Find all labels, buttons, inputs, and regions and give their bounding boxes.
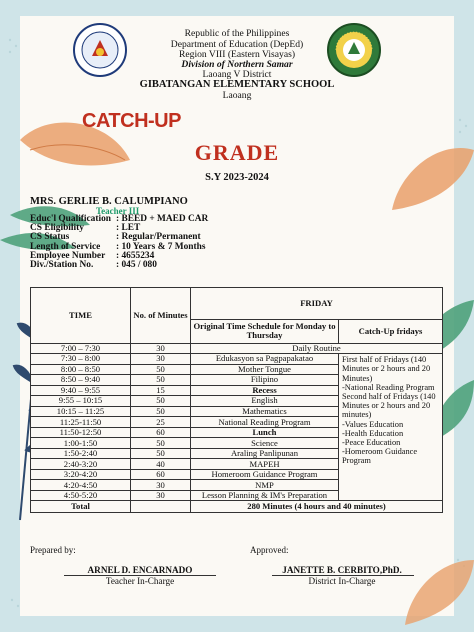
subject-cell: Lesson Planning & IM's Preparation (191, 490, 339, 501)
prepared-label: Prepared by: (30, 545, 76, 555)
catchup-line: -Health Education (342, 428, 404, 438)
catchup-line: -National Reading Program (342, 382, 435, 392)
minutes-cell: 15 (131, 385, 191, 396)
preparer-name: ARNEL D. ENCARNADO (87, 565, 193, 575)
catchup-line: -Peace Education (342, 438, 401, 447)
info-label: Employee Number (30, 250, 106, 261)
subject-cell: Recess (191, 385, 339, 396)
catchup-title: CATCH-UP (82, 110, 181, 132)
table-header-row (31, 288, 443, 320)
minutes-cell: 25 (131, 417, 191, 428)
subject-cell: Homeroom Guidance Program (191, 469, 339, 480)
header-republic: Republic of the Philippines (184, 28, 290, 39)
minutes-cell: 40 (131, 459, 191, 470)
minutes-cell: 50 (131, 448, 191, 459)
info-value: : Regular/Permanent (116, 232, 201, 243)
header-deped: Department of Education (DepEd) (170, 39, 304, 50)
header-school: GIBATANGAN ELEMENTARY SCHOOL (139, 79, 335, 90)
subject-cell: Lunch (191, 427, 339, 438)
info-label: CS Eligibility (30, 223, 84, 234)
teacher-position: Teacher III (96, 206, 140, 216)
header-division: Division of Northern Samar (181, 59, 293, 70)
schedule-table (30, 287, 443, 513)
minutes-cell: 60 (131, 427, 191, 438)
catchup-line: First half of Fridays (140 Minutes or 2 hours and 20 Minutes) (342, 355, 431, 383)
time-cell: 11:50-12:50 (31, 427, 131, 438)
info-value: : LET (116, 223, 141, 234)
catchup-line: -Homeroom Guidance Program (342, 447, 418, 466)
subject-cell: Mother Tongue (191, 364, 339, 375)
info-value: : 4655234 (116, 250, 155, 261)
subject-cell: English (191, 396, 339, 407)
info-label: CS Status (30, 232, 70, 243)
header-town: Laoang (222, 90, 252, 101)
time-cell: 4:50-5:20 (31, 490, 131, 501)
minutes-cell: 30 (131, 354, 191, 365)
subject-cell: Araling Panlipunan (191, 448, 339, 459)
subject-cell: Daily Routine (191, 343, 443, 354)
col-time: TIME (31, 288, 131, 344)
subject-cell: National Reading Program (191, 417, 339, 428)
minutes-cell: 50 (131, 406, 191, 417)
total-row (31, 501, 443, 513)
info-label: Length of Service (30, 241, 101, 252)
subject-cell: Science (191, 438, 339, 449)
grade-title: GRADE (194, 140, 280, 165)
minutes-cell: 30 (131, 480, 191, 491)
approver-title: District In-Charge (308, 576, 376, 586)
time-cell: 4:20-4:50 (31, 480, 131, 491)
header-region: Region VIII (Eastern Visayas) (178, 49, 296, 60)
teacher-info (30, 215, 208, 270)
time-cell: 2:40-3:20 (31, 459, 131, 470)
table-row (31, 343, 443, 354)
time-cell: 9:40 – 9:55 (31, 385, 131, 396)
time-cell: 10:15 – 11:25 (31, 406, 131, 417)
minutes-cell: 50 (131, 364, 191, 375)
time-cell: 8:50 – 9:40 (31, 375, 131, 386)
total-minutes (131, 501, 191, 513)
time-cell: 1:00-1:50 (31, 438, 131, 449)
info-value: : 045 / 080 (116, 259, 157, 270)
minutes-cell: 30 (131, 490, 191, 501)
minutes-cell: 30 (131, 343, 191, 354)
minutes-cell: 50 (131, 375, 191, 386)
time-cell: 7:00 – 7:30 (31, 343, 131, 354)
time-cell: 7:30 – 8:00 (31, 354, 131, 365)
catchup-line: -Values Education (342, 419, 404, 429)
col-minutes: No. of Minutes (131, 288, 191, 344)
subject-cell: MAPEH (191, 459, 339, 470)
minutes-cell: 50 (131, 438, 191, 449)
col-catchup: Catch-Up fridays (339, 319, 443, 343)
minutes-cell: 50 (131, 396, 191, 407)
time-cell: 8:00 – 8:50 (31, 364, 131, 375)
approved-label: Approved: (250, 545, 289, 555)
info-value: : BEED + MAED CAR (116, 214, 209, 224)
time-cell: 9:55 – 10:15 (31, 396, 131, 407)
school-year: S.Y 2023-2024 (205, 172, 269, 183)
time-cell: 1:50-2:40 (31, 448, 131, 459)
subject-cell: Filipino (191, 375, 339, 386)
subject-cell: NMP (191, 480, 339, 491)
approver-name: JANETTE B. CERBITO,PhD. (282, 565, 402, 575)
time-cell: 11:25-11:50 (31, 417, 131, 428)
col-original: Original Time Schedule for Monday to Thursday (191, 319, 339, 343)
info-row (30, 261, 208, 270)
minutes-cell: 60 (131, 469, 191, 480)
teacher-name: MRS. GERLIE B. CALUMPIANO (30, 196, 188, 207)
preparer-title: Teacher In-Charge (105, 576, 175, 586)
time-cell: 3:20-4:20 (31, 469, 131, 480)
info-value: : 10 Years & 7 Months (116, 241, 206, 252)
header-district: Laoang V District (202, 69, 272, 80)
subject-cell: Mathematics (191, 406, 339, 417)
col-day: FRIDAY (191, 288, 443, 320)
info-label: Div./Station No. (30, 259, 94, 270)
catchup-cell (339, 354, 443, 501)
total-label: Total (31, 501, 131, 513)
catchup-line: Second half of Fridays (140 Minutes or 2 hours and 20 minutes) (342, 391, 436, 420)
total-value: 280 Minutes (4 hours and 40 minutes) (191, 501, 443, 513)
subject-cell: Edukasyon sa Pagpapakatao (191, 354, 339, 365)
info-label: Educ'l Qualification (30, 214, 112, 224)
table-row (31, 354, 443, 365)
